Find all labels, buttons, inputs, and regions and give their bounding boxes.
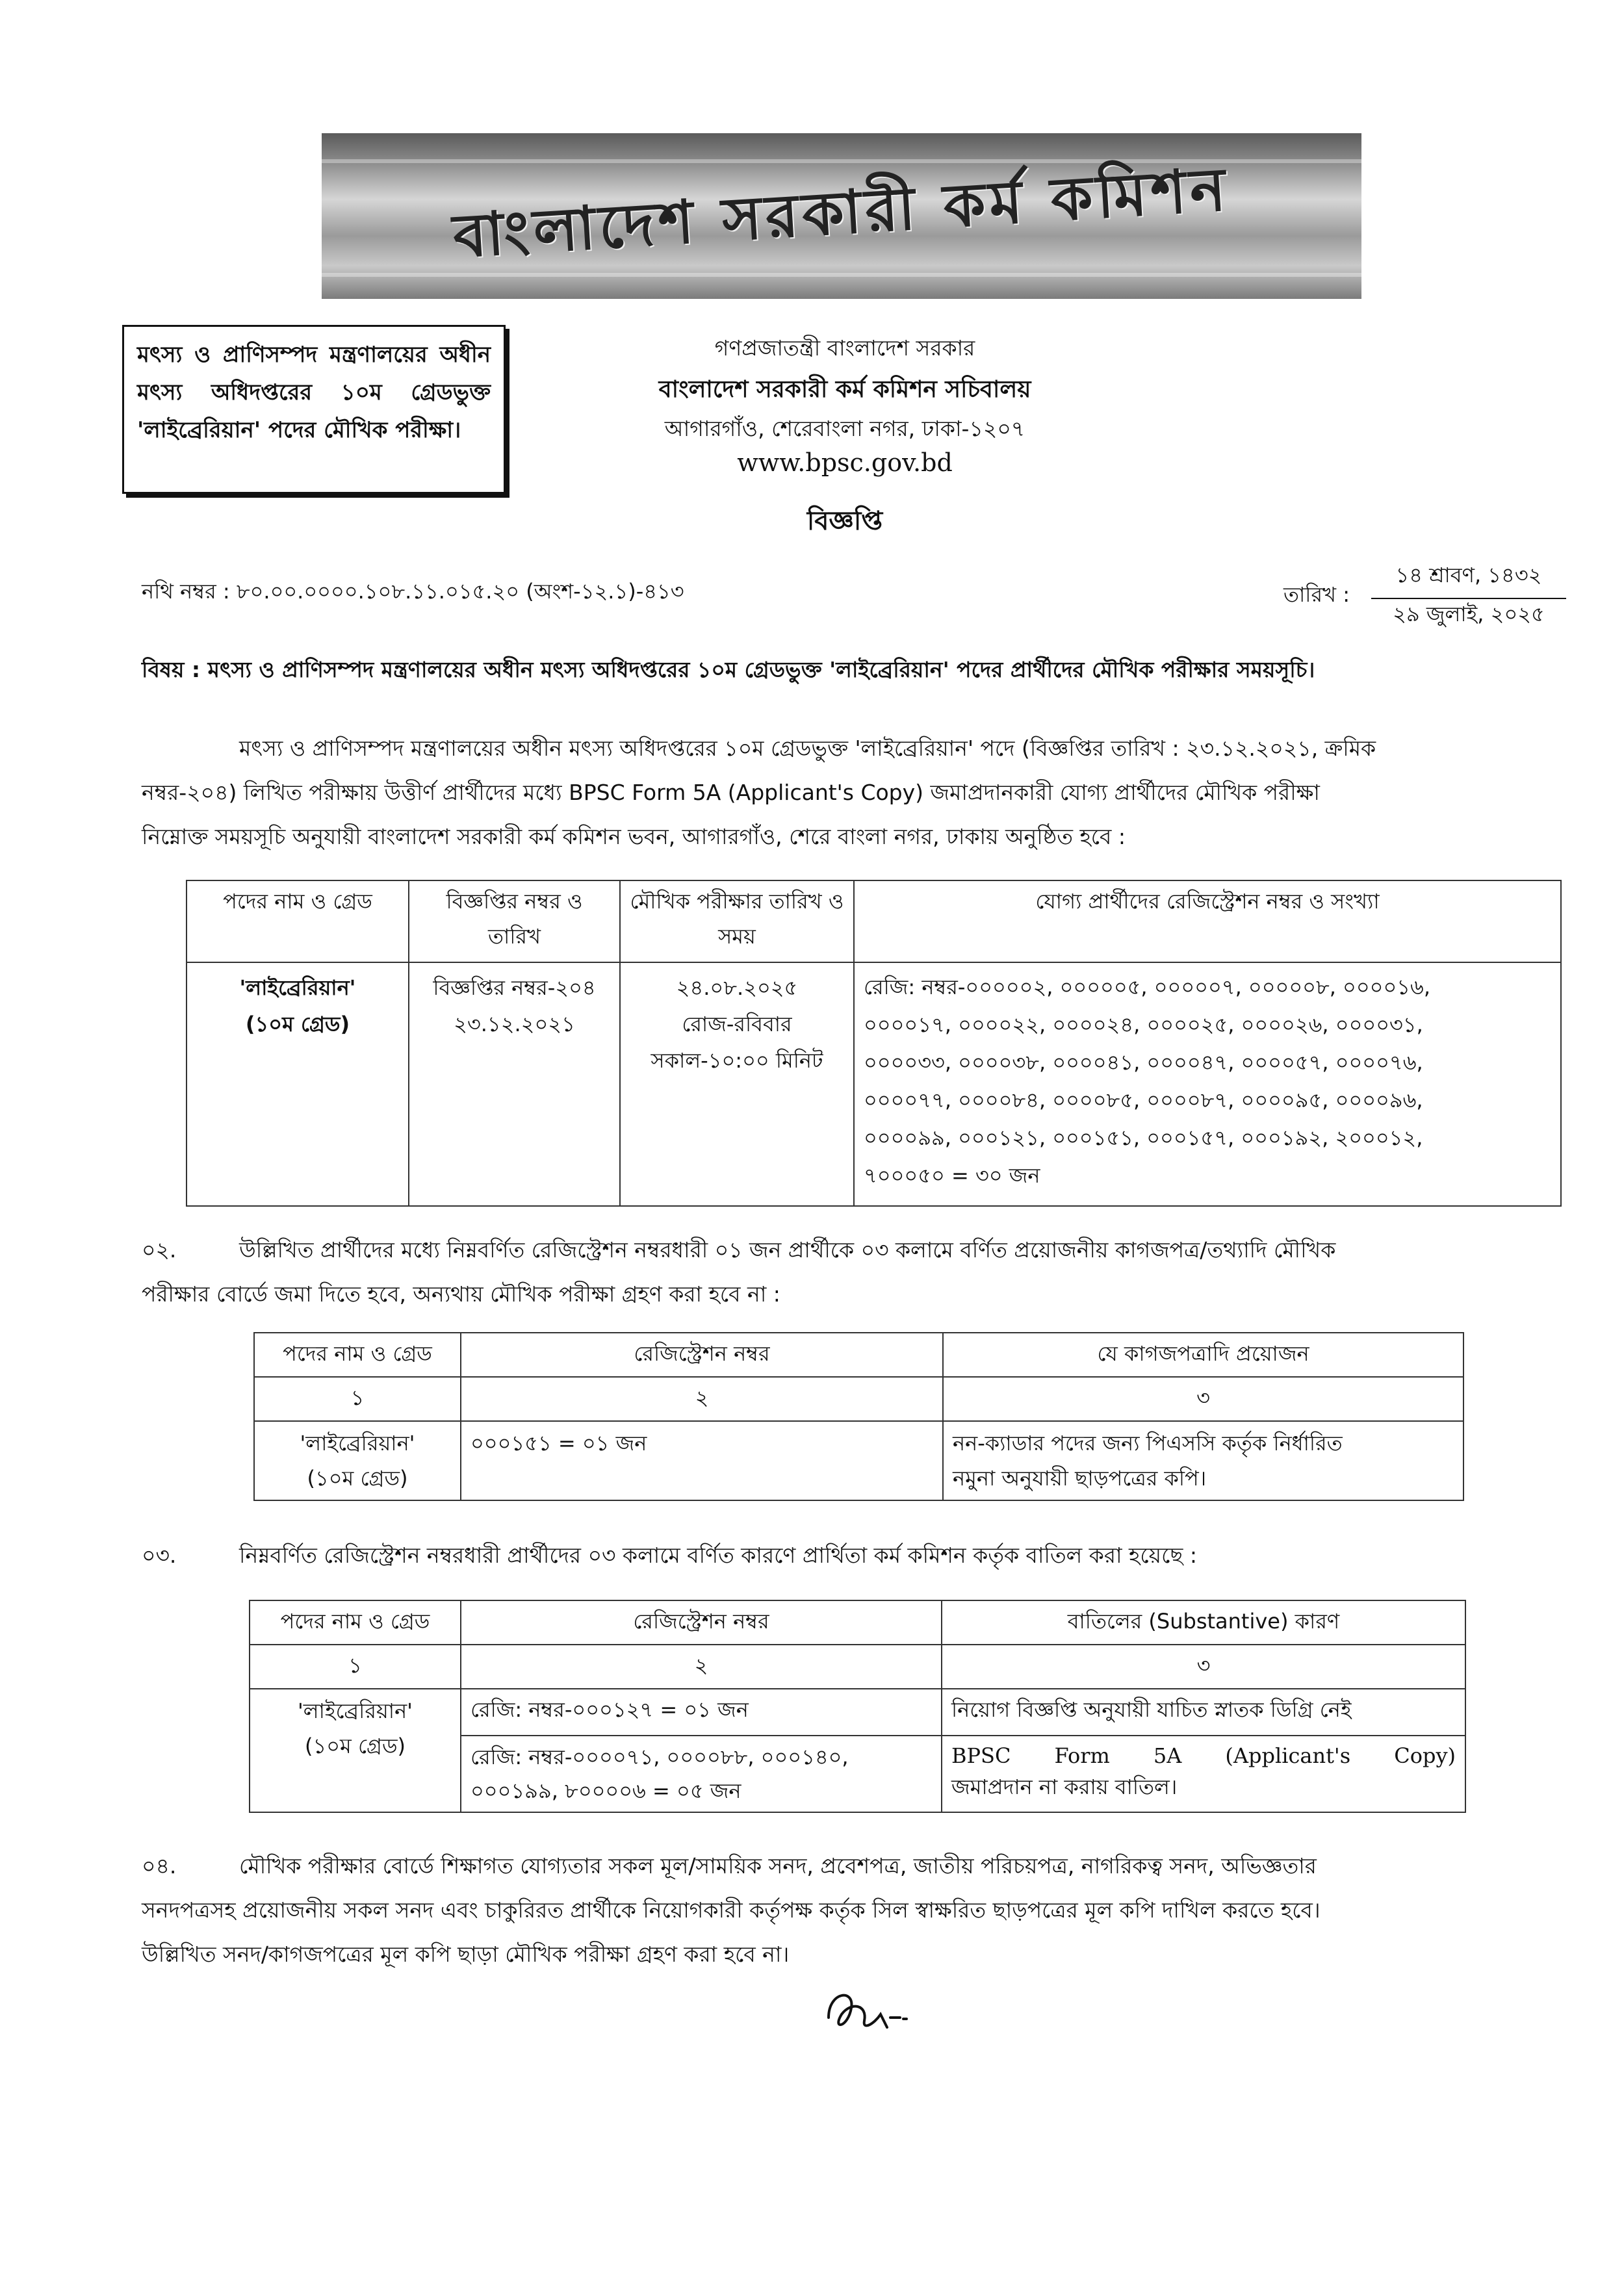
reg-line: ০০০০১৭, ০০০০২২, ০০০০২৪, ০০০০২৫, ০০০০২৬, ০০০০৩১,	[864, 1012, 1423, 1037]
header-post: পদের নাম ও গ্রেড	[250, 1600, 461, 1645]
paragraph-02-line-1: উল্লিখিত প্রার্থীদের মধ্যে নিম্নবর্ণিত রেজিস্ট্রেশন নম্বরধারী ০১ জন প্রার্থীকে ০৩ কলামে বর্ণিত প্রয়োজনীয় কাগজপত্র/তথ্যাদি মৌখিক	[239, 1237, 1336, 1263]
file-number: নথি নম্বর : ৮০.০০.০০০০.১০৮.১১.০১৫.২০ (অংশ-১২.১)-৪১৩	[142, 579, 684, 604]
cancellation-reason-line: জমাপ্রদান না করায় বাতিল।	[951, 1775, 1178, 1799]
paragraph-04-line-3: উল্লিখিত সনদ/কাগজপত্রের মূল কপি ছাড়া মৌখিক পরীক্ষা গ্রহণ করা হবে না।	[142, 1942, 790, 1967]
date-label: তারিখ :	[1283, 582, 1350, 607]
reg-line: রেজি: নম্বর-০০০০০২, ০০০০০৫, ০০০০০৭, ০০০০০৮, ০০০০১৬,	[864, 975, 1431, 999]
paragraph-number: ০২.	[142, 1237, 177, 1263]
table-header-row	[254, 1333, 1463, 1377]
header-post: পদের নাম ও গ্রেড	[187, 880, 409, 962]
govt-name: গণপ্রজাতন্ত্রী বাংলাদেশ সরকার	[714, 335, 975, 361]
column-number: ১	[250, 1645, 461, 1689]
exam-day: রোজ-রবিবার	[682, 1012, 792, 1036]
registration-list	[854, 962, 1561, 1206]
circular-number: বিজ্ঞপ্তির নম্বর-২০৪	[433, 975, 596, 1000]
website-link[interactable]: www.bpsc.gov.bd	[737, 448, 953, 477]
intro-line-2: নম্বর-২০৪) লিখিত পরীক্ষায় উত্তীর্ণ প্রার্থীদের মধ্যে BPSC Form 5A (Applicant's Copy) জমাপ্রদানকারী যোগ্য প্রার্থীদের মৌখিক পরীক্ষা	[142, 780, 1320, 805]
registration-number: ০০০১৫১ = ০১ জন	[461, 1421, 943, 1500]
table-row	[187, 962, 1561, 1206]
header-circular: বিজ্ঞপ্তির নম্বর ও তারিখ	[409, 880, 620, 962]
exam-time: সকাল-১০:০০ মিনিট	[651, 1048, 823, 1073]
office-address: আগারগাঁও, শেরেবাংলা নগর, ঢাকা-১২০৭	[664, 416, 1025, 441]
column-number: ২	[461, 1377, 943, 1421]
column-number: ৩	[943, 1377, 1463, 1421]
exam-date: ২৪.০৮.২০২৫	[676, 975, 798, 1000]
table-header-row	[250, 1600, 1465, 1645]
table-row	[254, 1421, 1463, 1500]
document-line: নমুনা অনুযায়ী ছাড়পত্রের কপি।	[953, 1466, 1207, 1491]
paragraph-03	[142, 1533, 1571, 1578]
post-name: 'লাইব্রেরিয়ান'	[298, 1699, 413, 1723]
notice-title: বিজ্ঞপ্তি	[806, 506, 883, 536]
interview-schedule-table	[186, 880, 1562, 1207]
reg-line: ০০০০৯৯, ০০০১২১, ০০০১৫১, ০০০১৫৭, ০০০১৯২, ২০০০১২,	[864, 1125, 1423, 1150]
column-number-row	[250, 1645, 1465, 1689]
column-number: ২	[461, 1645, 942, 1689]
table-header-row	[187, 880, 1561, 962]
header-registration: রেজিস্ট্রেশন নম্বর	[461, 1600, 942, 1645]
cancellation-reason: নিয়োগ বিজ্ঞপ্তি অনুযায়ী যাচিত স্নাতক ডিগ্রি নেই	[942, 1689, 1465, 1736]
registration-line: রেজি: নম্বর-০০০০৭১, ০০০০৮৮, ০০০১৪০,	[470, 1745, 849, 1769]
registration-number: রেজি: নম্বর-০০০১২৭ = ০১ জন	[461, 1689, 942, 1736]
header-exam-date: মৌখিক পরীক্ষার তারিখ ও সময়	[620, 880, 854, 962]
cancellation-table	[249, 1600, 1466, 1813]
subject-line: বিষয় : মৎস্য ও প্রাণিসম্পদ মন্ত্রণালয়ের অধীন মৎস্য অধিদপ্তরের ১০ম গ্রেডভুক্ত 'লাইব্রেরিয়ান' পদের প্রার্থীদের মৌখিক পরীক্ষার সময়সূচি।	[142, 657, 1315, 682]
table-row	[250, 1689, 1465, 1736]
cancellation-reason-line: BPSC Form 5A (Applicant's Copy)	[951, 1743, 1456, 1768]
header-post: পদের নাম ও গ্রেড	[254, 1333, 461, 1377]
header-banner-image	[322, 133, 1361, 299]
paragraph-04-line-2: সনদপত্রসহ প্রয়োজনীয় সকল সনদ এবং চাকুরিরত প্রার্থীকে নিয়োগকারী কর্তৃপক্ষ কর্তৃক সিল স্বাক্ষরিত ছাড়পত্রের মূল কপি দাখিল করতে হবে।	[142, 1897, 1321, 1923]
post-grade: (১০ম গ্রেড)	[305, 1734, 406, 1758]
signature	[816, 1979, 920, 2044]
intro-paragraph	[142, 726, 1571, 859]
header-documents: যে কাগজপত্রাদি প্রয়োজন	[943, 1333, 1463, 1377]
paragraph-04-line-1: মৌখিক পরীক্ষার বোর্ডে শিক্ষাগত যোগ্যতার সকল মূল/সাময়িক সনদ, প্রবেশপত্র, জাতীয় পরিচয়পত্র, নাগরিকত্ব সনদ, অভিজ্ঞতার	[239, 1853, 1317, 1879]
reg-line: ০০০০৩৩, ০০০০৩৮, ০০০০৪১, ০০০০৪৭, ০০০০৫৭, ০০০০৭৬,	[864, 1050, 1423, 1075]
post-grade: (১০ম গ্রেড)	[245, 1012, 350, 1036]
paragraph-number: ০৪.	[142, 1853, 177, 1879]
header-registration: যোগ্য প্রার্থীদের রেজিস্ট্রেশন নম্বর ও সংখ্যা	[854, 880, 1561, 962]
header-reason: বাতিলের (Substantive) কারণ	[942, 1600, 1465, 1645]
post-name: 'লাইব্রেরিয়ান'	[300, 1431, 415, 1456]
post-name: 'লাইব্রেরিয়ান'	[239, 975, 356, 1000]
office-name: বাংলাদেশ সরকারী কর্ম কমিশন সচিবালয়	[658, 376, 1031, 403]
column-number: ৩	[942, 1645, 1465, 1689]
paragraph-03-text: নিম্নবর্ণিত রেজিস্ট্রেশন নম্বরধারী প্রার্থীদের ০৩ কলামে বর্ণিত কারণে প্রার্থিতা কর্ম কমিশন কর্তৃক বাতিল করা হয়েছে :	[239, 1543, 1197, 1568]
document-line: নন-ক্যাডার পদের জন্য পিএসসি কর্তৃক নির্ধারিত	[953, 1431, 1343, 1456]
column-number-row	[254, 1377, 1463, 1421]
intro-line-1: মৎস্য ও প্রাণিসম্পদ মন্ত্রণালয়ের অধীন মৎস্য অধিদপ্তরের ১০ম গ্রেডভুক্ত 'লাইব্রেরিয়ান' পদে (বিজ্ঞপ্তির তারিখ : ২৩.১২.২০২১, ক্রমিক	[239, 736, 1376, 761]
date-english: ২৯ জুলাই, ২০২৫	[1393, 602, 1545, 626]
registration-line: ০০০১৯৯, ৮০০০০৬ = ০৫ জন	[470, 1778, 741, 1803]
intro-line-3: নিম্নোক্ত সময়সূচি অনুযায়ী বাংলাদেশ সরকারী কর্ম কমিশন ভবন, আগারগাঁও, শেরে বাংলা নগর, ঢাকায় অনুষ্ঠিত হবে :	[142, 824, 1126, 849]
subject-box: মৎস্য ও প্রাণিসম্পদ মন্ত্রণালয়ের অধীন মৎস্য অধিদপ্তরের ১০ম গ্রেডভুক্ত 'লাইব্রেরিয়ান' পদের মৌখিক পরীক্ষা।	[122, 325, 506, 494]
column-number: ১	[254, 1377, 461, 1421]
paragraph-04	[142, 1844, 1571, 1977]
paragraph-number: ০৩.	[142, 1543, 177, 1568]
header-registration: রেজিস্ট্রেশন নম্বর	[461, 1333, 943, 1377]
date-bangla: ১৪ শ্রাবণ, ১৪৩২	[1371, 559, 1566, 599]
banner-text: বাংলাদেশ সরকারী কর্ম কমিশন	[451, 153, 1232, 271]
circular-date: ২৩.১২.২০২১	[454, 1012, 575, 1036]
reg-line: ৭০০০৫০ = ৩০ জন	[864, 1163, 1040, 1188]
reg-line: ০০০০৭৭, ০০০০৮৪, ০০০০৮৫, ০০০০৮৭, ০০০০৯৫, ০০০০৯৬,	[864, 1088, 1423, 1112]
paragraph-02-line-2: পরীক্ষার বোর্ডে জমা দিতে হবে, অন্যথায় মৌখিক পরীক্ষা গ্রহণ করা হবে না :	[142, 1281, 780, 1307]
required-documents-table	[253, 1332, 1464, 1501]
paragraph-02	[142, 1228, 1571, 1316]
post-grade: (১০ম গ্রেড)	[307, 1466, 408, 1491]
